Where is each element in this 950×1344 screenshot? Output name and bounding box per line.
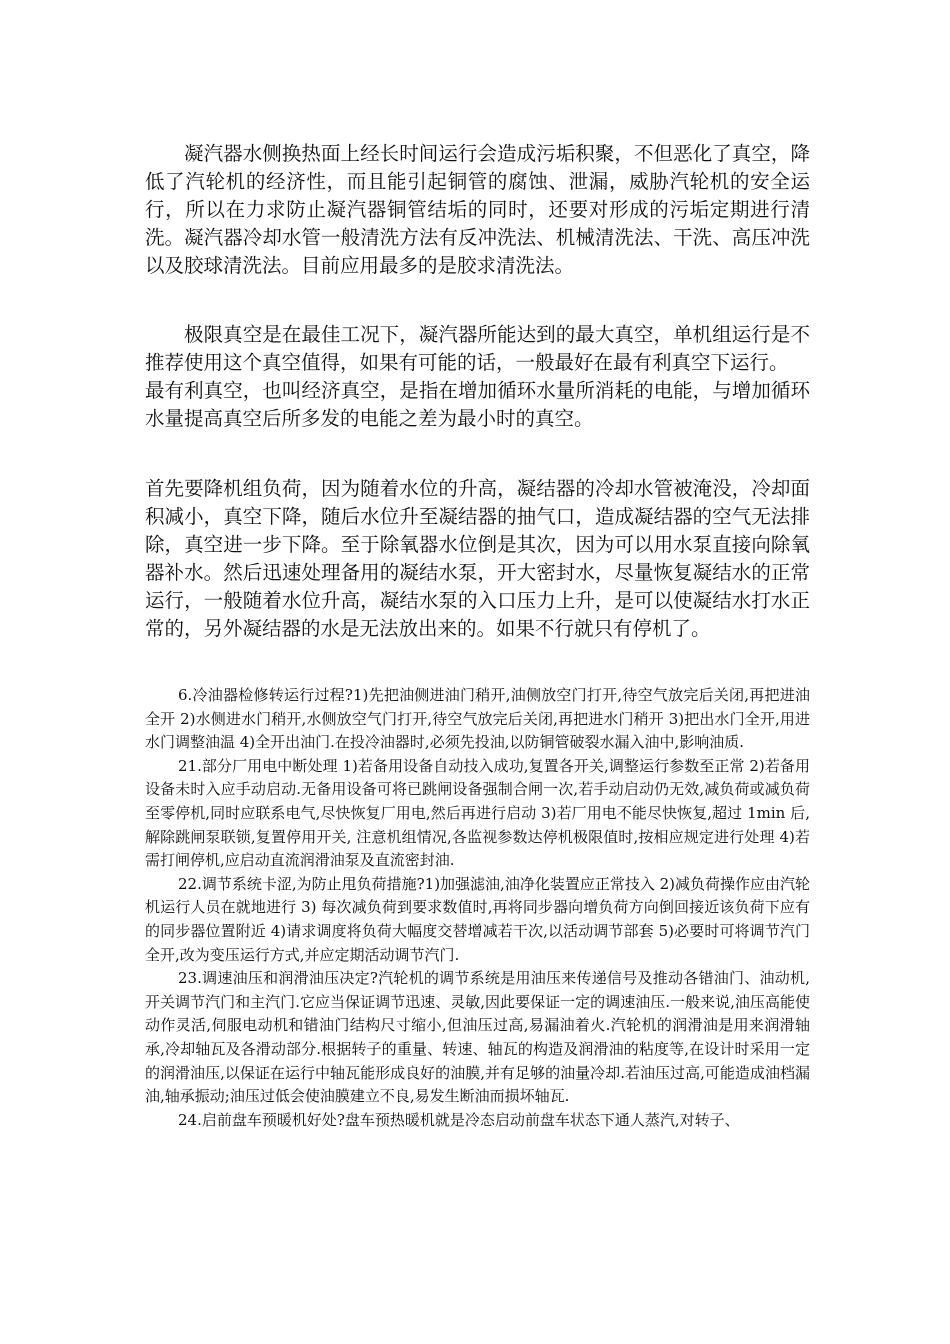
qa-item-23: 23.调速油压和润滑油压决定?汽轮机的调节系统是用油压来传递信号及推动各错油门、油动机,开关调节汽门和主汽门.它应当保证调节迅速、灵敏,因此要保证一定的调速油压.一般来说,油压高能使动作灵活,伺服电动机和错油门结构尺寸缩小,但油压过高,易漏油着火.汽轮机的润滑油是用来润滑轴承,冷却轴瓦及各滑动部分.根据转子的重量、转速、轴瓦的构造及润滑油的粘度等,在设计时采用一定的润滑油压,以保证在运行中轴瓦能形成良好的油膜,并有足够的油量冷却.若油压过高,可能造成油档漏油,轴承振动;油压过低会使油膜建立不良,易发生断油而损坏轴瓦. — [145, 969, 810, 1106]
section-water-level — [145, 475, 810, 643]
qa-item-22: 22.调节系统卡涩,为防止甩负荷措施?1)加强滤油,油净化装置应正常技入 2)减负荷操作应由汽轮机运行人员在就地进行 3) 每次减负荷到要求数值时,再将同步器向增负荷方向倒回接近该负荷下应有的同步器位置附近 4)请求调度将负荷大幅度交替增减若干次,以活动调节部套 5)必要时可将调节汽门全开,改为变压运行方式,并应定期活动调节汽门. — [145, 874, 810, 964]
qa-item-21: 21.部分厂用电中断处理 1)若备用设备自动技入成功,复置各开关,调整运行参数至正常 2)若备用设备未时入应手动启动.无备用设备可将已跳闸设备强制合闸一次,若手动启动仍无效,减负荷或减负荷至零停机,同时应联系电气,尽快恢复厂用电,然后再进行启动 3)若厂用电不能尽快恢复,超过 1min 后,解除跳闸泵联锁,复置停用开关, 注意机组情况,各监视参数达停机极限值时,按相应规定进行处理 4)若需打闸停机,应启动直流润滑油泵及直流密封油. — [145, 756, 810, 870]
paragraph-water-level: 首先要降机组负荷，因为随着水位的升高，凝结器的冷却水管被淹没，冷却面积减小，真空下降，随后水位升至凝结器的抽气口，造成凝结器的空气无法排除，真空进一步下降。至于除氧器水位倒是其次，因为可以用水泵直接向除氧器补水。然后迅速处理备用的凝结水泵，开大密封水，尽量恢复凝结水的正常运行，一般随着水位升高，凝结水泵的入口压力上升，是可以使凝结水打水正常的，另外凝结器的水是无法放出来的。如果不行就只有停机了。 — [145, 477, 810, 640]
paragraph-economic-vacuum: 最有利真空，也叫经济真空，是指在增加循环水量所消耗的电能，与增加循环水量提高真空后所多发的电能之差为最小时的真空。 — [145, 379, 810, 430]
section-condenser-cleaning — [145, 140, 810, 280]
section-vacuum — [145, 321, 810, 433]
qa-item-24: 24.启前盘车预暖机好处?盘车预热暖机就是冷态启动前盘车状态下通人蒸汽,对转子、 — [178, 1110, 740, 1129]
paragraph-condenser-cleaning: 凝汽器水侧换热面上经长时间运行会造成污垢积聚，不但恶化了真空，降低了汽轮机的经济性，而且能引起铜管的腐蚀、泄漏，威胁汽轮机的安全运行，所以在力求防止凝汽器铜管结垢的同时，还要对形成的污垢定期进行清洗。凝汽器冷却水管一般清洗方法有反冲洗法、机械清洗法、干洗、高压冲洗以及胶球清洗法。目前应用最多的是胶求清洗法。 — [145, 142, 810, 277]
paragraph-limit-vacuum: 极限真空是在最佳工况下，凝汽器所能达到的最大真空，单机组运行是不推荐使用这个真空值得，如果有可能的话，一般最好在最有利真空下运行。 — [145, 323, 810, 374]
section-qa-list — [145, 684, 810, 1132]
qa-item-6: 6.冷油器检修转运行过程?1)先把油侧进油门稍开,油侧放空门打开,待空气放完后关闭,再把进油全开 2)水侧进水门稍开,水侧放空气门打开,待空气放完后关闭,再把进水门稍开 3)把出水门全开,用进水门调整油温 4)全开出油门.在投冷油器时,必须先投油,以防铜管破裂水漏入油中,影响油质. — [145, 686, 810, 752]
